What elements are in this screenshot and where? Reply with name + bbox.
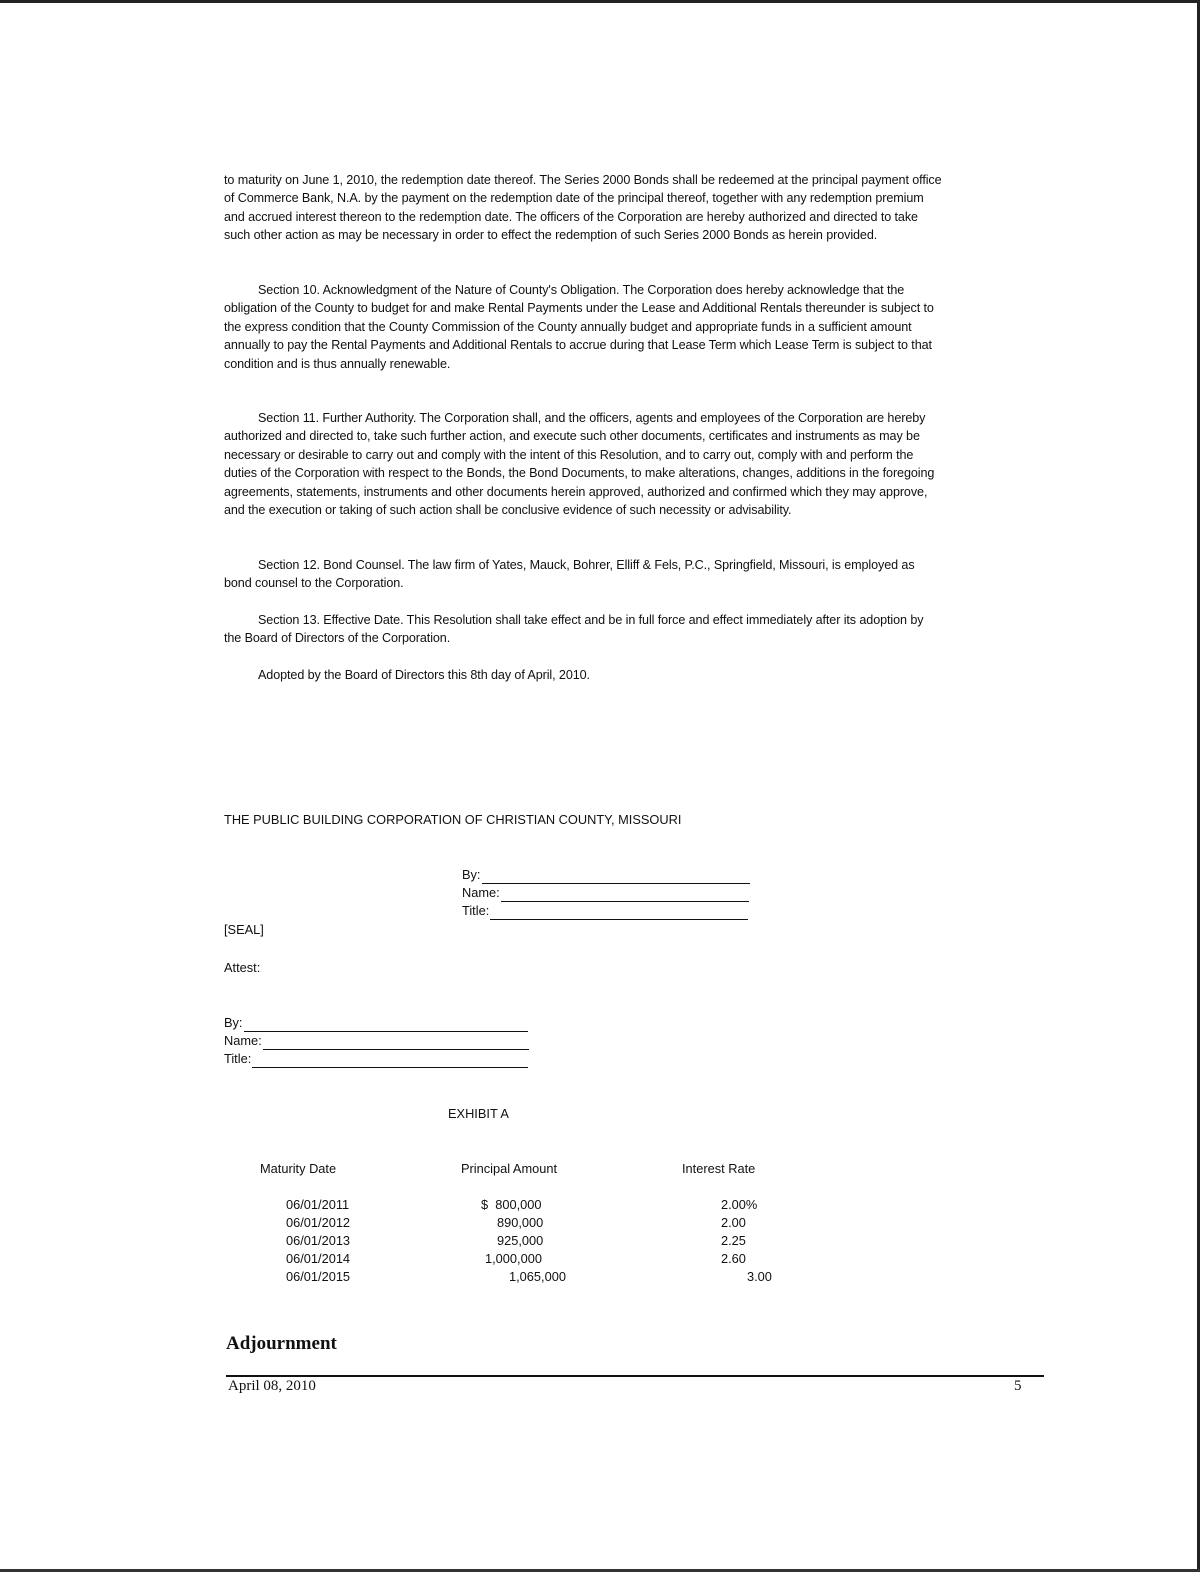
header-maturity-date: Maturity Date xyxy=(260,1161,337,1176)
attest-by-line: By: xyxy=(224,1014,529,1032)
principal-amount-cell: 890,000 xyxy=(497,1215,544,1230)
footer-date: April 08, 2010 xyxy=(228,1378,316,1394)
paragraph-section-10: Section 10. Acknowledgment of the Nature of County's Obligation. The Corporation does hereby acknowledge that the obligation of the County to budget for and make Rental Payments under the Lease and Additional Rentals thereunder is subject to the express condition that the County Commission of the County annually budget and appropriate funds in a sufficient amount annually to pay the Rental Payments and Additional Rentals to accrue during that Lease Term which Lease Term is subject to that condition and is thus annually renewable. xyxy=(224,283,934,371)
header-interest-rate: Interest Rate xyxy=(682,1161,756,1176)
paragraph-section-12: Section 12. Bond Counsel. The law firm of Yates, Mauck, Bohrer, Elliff & Fels, P.C., Springfield, Missouri, is employed as bond counsel to the Corporation. xyxy=(224,558,915,591)
maturity-date-cell: 06/01/2014 xyxy=(286,1251,351,1266)
adjournment-heading: Adjournment xyxy=(226,1333,337,1354)
paragraph-section-11: Section 11. Further Authority. The Corporation shall, and the officers, agents and employees of the Corporation are hereby authorized and directed to, take such further action, and execute such other documents, certificates and instruments as may be necessary or desirable to carry out and comply with the intent of this Resolution, and to carry out, comply with and perform the duties of the Corporation with respect to the Bonds, the Bond Documents, to make alterations, changes, additions in the foregoing agreements, statements, instruments and other documents herein approved, authorized and confirmed which they may approve, and the execution or taking of such action shall be conclusive evidence of such necessity or advisability. xyxy=(224,411,935,518)
exhibit-title: EXHIBIT A xyxy=(448,1106,509,1121)
paragraph-section-13: Section 13. Effective Date. This Resolution shall take effect and be in full force and effect immediately after its adoption by the Board of Directors of the Corporation. xyxy=(224,613,924,646)
principal-amount-cell: 1,065,000 xyxy=(509,1269,566,1284)
principal-amount-cell: $ 800,000 xyxy=(481,1197,542,1212)
signature-title-line: Title: xyxy=(462,902,750,920)
attest-title-line: Title: xyxy=(224,1050,529,1068)
corporation-name: THE PUBLIC BUILDING CORPORATION OF CHRISTIAN COUNTY, MISSOURI xyxy=(224,812,682,827)
maturity-date-cell: 06/01/2011 xyxy=(286,1197,350,1212)
paragraph-redemption: to maturity on June 1, 2010, the redemption date thereof. The Series 2000 Bonds shall be redeemed at the principal payment office of Commerce Bank, N.A. by the payment on the redemption date of the principal thereof, together with any redemption premium and accrued interest thereon to the redemption date. The officers of the Corporation are hereby authorized and directed to take such other action as may be necessary in order to effect the redemption of such Series 2000 Bonds as herein provided. xyxy=(224,173,942,243)
corporation-signature-block xyxy=(462,866,750,920)
interest-rate-cell: 2.25 xyxy=(721,1233,746,1248)
signature-name-line: Name: xyxy=(462,884,750,902)
interest-rate-cell: 3.00 xyxy=(747,1269,772,1284)
interest-rate-cell: 2.60 xyxy=(721,1251,746,1266)
interest-rate-cell: 2.00 xyxy=(721,1215,746,1230)
interest-rate-cell: 2.00% xyxy=(721,1197,758,1212)
maturity-date-cell: 06/01/2013 xyxy=(286,1233,351,1248)
paragraph-adopted: Adopted by the Board of Directors this 8th day of April, 2010. xyxy=(258,668,590,682)
scan-edge-top xyxy=(0,0,1200,3)
principal-amount-cell: 925,000 xyxy=(497,1233,544,1248)
seal-label: [SEAL] xyxy=(224,922,264,937)
maturity-date-cell: 06/01/2015 xyxy=(286,1269,351,1284)
maturity-date-cell: 06/01/2012 xyxy=(286,1215,351,1230)
signature-by-line: By: xyxy=(462,866,750,884)
principal-amount-cell: 1,000,000 xyxy=(485,1251,542,1266)
footer-page-number: 5 xyxy=(1014,1378,1022,1394)
footer-rule xyxy=(226,1375,1044,1377)
attest-name-line: Name: xyxy=(224,1032,529,1050)
header-principal-amount: Principal Amount xyxy=(461,1161,558,1176)
attest-signature-block xyxy=(224,1014,529,1068)
attest-label: Attest: xyxy=(224,960,261,975)
